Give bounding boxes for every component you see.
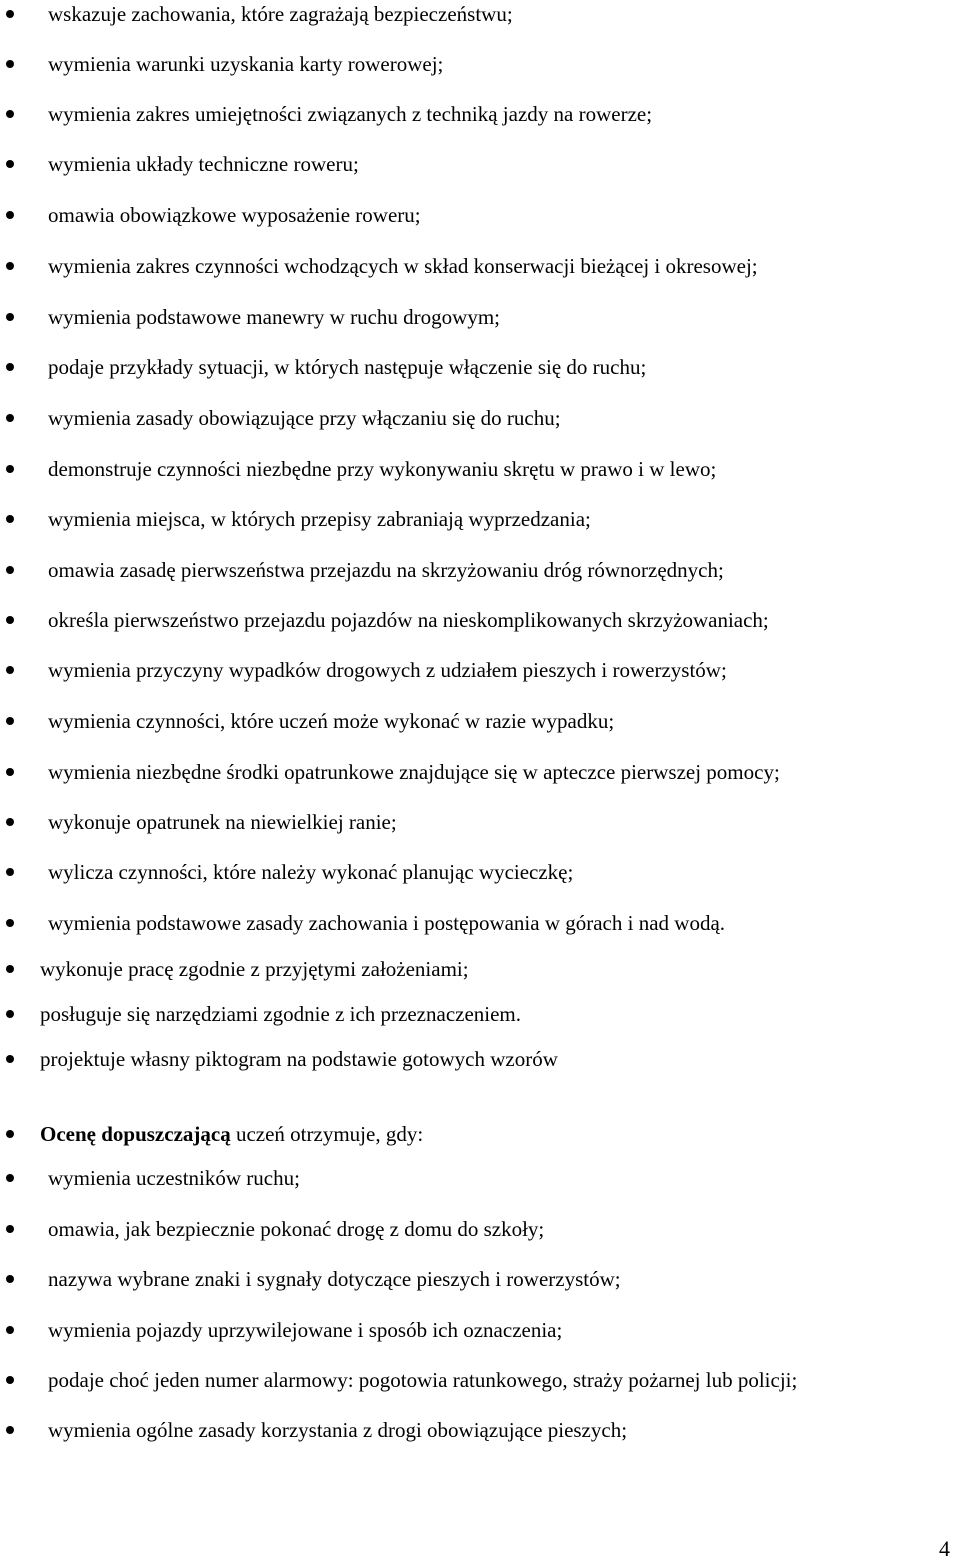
list-item-text: wymienia zakres czynności wchodzących w skład konserwacji bieżącej i okresowej;	[48, 254, 758, 278]
bullet-icon	[6, 1130, 14, 1138]
list-item-text: wymienia ogólne zasady korzystania z drogi obowiązujące pieszych;	[48, 1418, 628, 1442]
list-item-text: podaje choć jeden numer alarmowy: pogotowia ratunkowego, straży pożarnej lub policji;	[48, 1368, 798, 1392]
list-item-text: określa pierwszeństwo przejazdu pojazdów na nieskomplikowanych skrzyżowaniach;	[48, 608, 769, 632]
list-item-text: omawia zasadę pierwszeństwa przejazdu na skrzyżowaniu dróg równorzędnych;	[48, 558, 724, 582]
bullet-icon	[6, 262, 14, 270]
list-item-text: omawia obowiązkowe wyposażenie roweru;	[48, 203, 421, 227]
bullet-icon	[6, 515, 14, 523]
bullet-icon	[6, 1225, 14, 1233]
list-item-text: demonstruje czynności niezbędne przy wykonywaniu skrętu w prawo i w lewo;	[48, 457, 717, 481]
list-item-text: wymienia przyczyny wypadków drogowych z udziałem pieszych i rowerzystów;	[48, 658, 727, 682]
bullet-icon	[6, 465, 14, 473]
bullet-icon	[6, 868, 14, 876]
list-item-text: wykonuje pracę zgodnie z przyjętymi założeniami;	[40, 957, 469, 981]
list-item-text: podaje przykłady sytuacji, w których następuje włączenie się do ruchu;	[48, 355, 647, 379]
list-item-text: posługuje się narzędziami zgodnie z ich przeznaczeniem.	[40, 1002, 522, 1026]
list-item-text: wymienia czynności, które uczeń może wykonać w razie wypadku;	[48, 709, 615, 733]
bullet-icon	[6, 211, 14, 219]
bullet-icon	[6, 1376, 14, 1384]
page-number: 4	[939, 1536, 950, 1561]
list-item-text: wskazuje zachowania, które zagrażają bezpieczeństwu;	[48, 2, 513, 26]
list-item-text: projektuje własny piktogram na podstawie gotowych wzorów	[40, 1047, 558, 1071]
bullet-icon	[6, 717, 14, 725]
grade-name: Ocenę dopuszczającą	[40, 1122, 231, 1146]
bullet-icon	[6, 616, 14, 624]
bullet-icon	[6, 313, 14, 321]
list-item-text: wymienia podstawowe manewry w ruchu drogowym;	[48, 305, 500, 329]
bullet-icon	[6, 414, 14, 422]
bullet-icon	[6, 666, 14, 674]
list-item-text: wykonuje opatrunek na niewielkiej ranie;	[48, 810, 397, 834]
bullet-icon	[6, 363, 14, 371]
list-item-text: wymienia podstawowe zasady zachowania i postępowania w górach i nad wodą.	[48, 911, 726, 935]
bullet-icon	[6, 1426, 14, 1434]
bullet-icon	[6, 965, 14, 973]
bullet-icon	[6, 60, 14, 68]
list-item-text: wymienia warunki uzyskania karty rowerowej;	[48, 52, 444, 76]
list-item-text: wymienia układy techniczne roweru;	[48, 152, 359, 176]
grade-condition: uczeń otrzymuje, gdy:	[230, 1122, 424, 1146]
list-item-text: wymienia pojazdy uprzywilejowane i sposób ich oznaczenia;	[48, 1318, 563, 1342]
list-item-text: wylicza czynności, które należy wykonać planując wycieczkę;	[48, 860, 574, 884]
bullet-icon	[6, 919, 14, 927]
list-item-text: nazywa wybrane znaki i sygnały dotyczące pieszych i rowerzystów;	[48, 1267, 621, 1291]
bullet-icon	[6, 1010, 14, 1018]
bullet-icon	[6, 1275, 14, 1283]
list-item-text: wymienia uczestników ruchu;	[48, 1166, 300, 1190]
bullet-icon	[6, 110, 14, 118]
bullet-icon	[6, 768, 14, 776]
list-item-text: wymienia niezbędne środki opatrunkowe znajdujące się w apteczce pierwszej pomocy;	[48, 760, 780, 784]
list-item-text: wymienia zasady obowiązujące przy włączaniu się do ruchu;	[48, 406, 561, 430]
bullet-icon	[6, 160, 14, 168]
bullet-icon	[6, 566, 14, 574]
bullet-icon	[6, 1055, 14, 1063]
bullet-icon	[6, 1326, 14, 1334]
bullet-icon	[6, 1174, 14, 1182]
list-item-text: omawia, jak bezpiecznie pokonać drogę z domu do szkoły;	[48, 1217, 545, 1241]
bullet-icon	[6, 818, 14, 826]
list-item-text: wymienia miejsca, w których przepisy zabraniają wyprzedzania;	[48, 507, 591, 531]
bullet-icon	[6, 10, 14, 18]
list-item-text: wymienia zakres umiejętności związanych z techniką jazdy na rowerze;	[48, 102, 653, 126]
